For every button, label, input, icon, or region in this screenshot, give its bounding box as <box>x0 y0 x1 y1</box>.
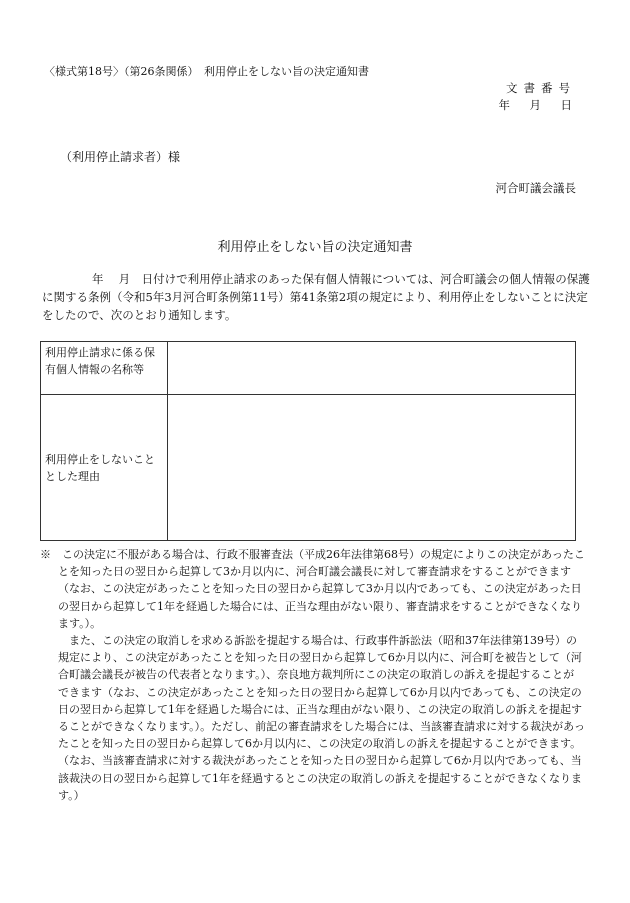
intro-date-prefix: 年 月 <box>92 272 131 286</box>
document-number: 文書番号 <box>506 81 576 95</box>
form-label: 〈様式第18号〉（第26条関係） 利用停止をしない旨の決定通知書 <box>44 65 369 78</box>
row-value-info-name <box>168 342 576 395</box>
intro-text: 日付けで利用停止請求のあった保有個人情報については、河合町議会の個人情報の保護に関する条例（令和5年3月河合町条例第11号）第41条第2項の規定により、利用停止をしないことに決定をしたので、次のとおり通知します。 <box>42 272 590 322</box>
info-table <box>40 341 576 541</box>
document-date: 年 月 日 <box>498 98 576 112</box>
sender: 河合町議会議長 <box>495 181 576 195</box>
row-label-info-name: 利用停止請求に係る保有個人情報の名称等 <box>41 342 168 395</box>
row-value-reason <box>168 395 576 541</box>
note-lawsuit: また、この決定の取消しを求める訴訟を提起する場合は、行政事件訴訟法（昭和37年法律第139号）の規定により、この決定があったことを知った日の翌日から起算して6か月以内に、河合町を被告として（河合町議会議長が被告の代表者となります。）、奈良地方裁判所にこの決定の取消しの訴えを提起することができます（なお、この決定があったことを知った日の翌日から起算して6か月以内であっても、この決定の日の翌日から起算して1年を経過した場合には、正当な理由がない限り、この決定の取消しの訴えを提起することができなくなります。）。ただし、前記の審査請求をした場合には、当該審査請求に対する裁決があったことを知った日の翌日から起算して6か月以内に、この決定の取消しの訴えを提起することができます。（なお、当該審査請求に対する裁決があったことを知った日の翌日から起算して6か月以内であっても、当該裁決の日の翌日から起算して1年を経過するとこの決定の取消しの訴えを提起することができなくなります。） <box>58 634 586 802</box>
notes-section <box>40 546 585 804</box>
addressee: （利用停止請求者）様 <box>60 150 181 164</box>
row-label-reason: 利用停止をしないこととした理由 <box>41 395 168 541</box>
table-row <box>41 342 576 395</box>
note-appeal: ※ この決定に不服がある場合は、行政不服審査法（平成26年法律第68号）の規定によりこの決定があったことを知った日の翌日から起算して3か月以内に、河合町議会議長に対して審査請求をすることができます（なお、この決定があったことを知った日の翌日から起算して3か月以内であっても、この決定があった日の翌日から起算して1年を経過した場合には、正当な理由がない限り、審査請求をすることができなくなります。）。 <box>40 548 585 630</box>
table-row <box>41 395 576 541</box>
intro-paragraph <box>42 270 592 324</box>
document-title: 利用停止をしない旨の決定通知書 <box>217 240 413 255</box>
